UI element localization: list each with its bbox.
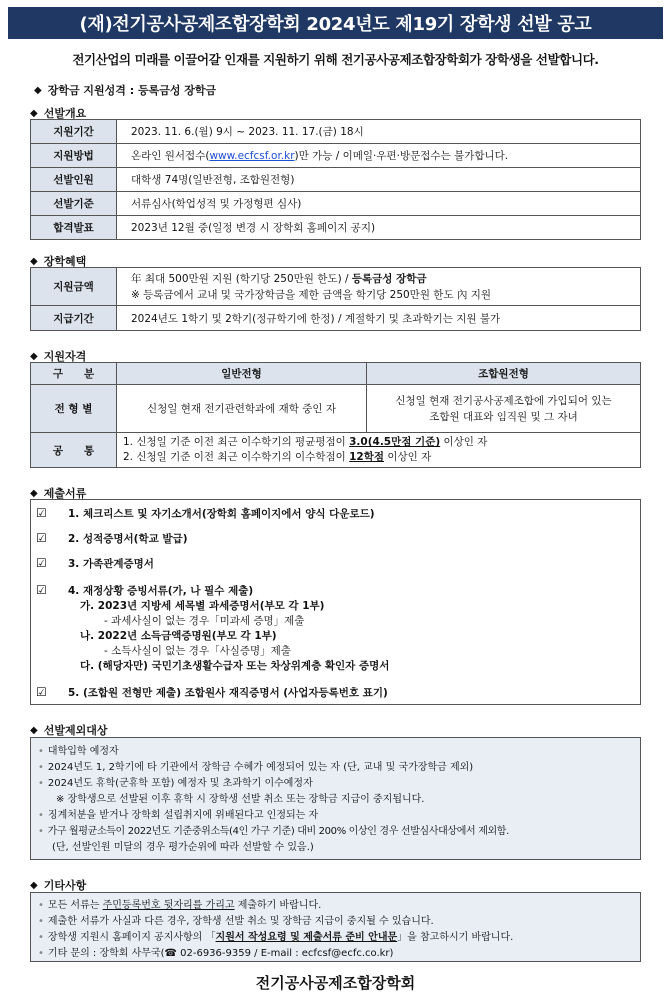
section-qualification-heading: ◆ 지원자격 [30,350,87,363]
diamond-icon: ◆ [34,84,42,96]
document-sub-a: 가. 2023년 지방세 세목별 과세증명서(부모 각 1부) [80,600,325,612]
section-documents-heading: ◆ 제출서류 [30,487,87,500]
diamond-icon: ◆ [30,350,38,362]
checkbox-icon: ☑ [36,583,47,597]
other-item: • 장학생 지원시 홈페이지 공지사항의 「지원서 작성요령 및 제출서류 준비 안내문」을 참고하시기 바랍니다. [38,932,514,943]
support-nature-text: 장학금 지원성격 : 등록금성 장학금 [47,84,217,97]
diamond-icon: ◆ [30,487,38,499]
document-sub-c: 다. (해당자만) 국민기초생활수급자 또는 차상위계층 확인자 증명서 [80,660,390,672]
overview-value: 2023년 12월 중(일정 변경 시 장학회 홈페이지 공지) [117,216,641,240]
support-nature [34,82,216,98]
benefit-amount-label: 지원금액 [31,268,117,306]
section-other-heading: ◆ 기타사항 [30,879,87,892]
diamond-icon: ◆ [30,107,38,119]
other-item: • 제출한 서류가 사실과 다른 경우, 장학생 선발 취소 및 장학금 지급이 중지될 수 있습니다. [38,916,434,927]
exclusion-item: • 2024년도 휴학(군휴학 포함) 예정자 및 초과학기 이수예정자 [38,778,313,789]
diamond-icon: ◆ [30,879,38,891]
overview-label: 합격발표 [31,216,117,240]
qual-common-text: 1. 신청일 기준 이전 최근 이수학기의 평균평점이 3.0(4.5만점 기준) 이상인 자 2. 신청일 기준 이전 최근 이수학기의 이수학점이 12학점 이상인 자 [117,433,641,468]
overview-value: 대학생 74명(일반전형, 조합원전형) [117,168,641,192]
overview-table [30,119,641,240]
exclusion-note-leave: ※ 장학생으로 선발된 이후 휴학 시 장학생 선발 취소 또는 장학금 지급이 중지됩니다. [56,794,425,805]
benefit-period-value: 2024년도 1학기 및 2학기(정규학기에 한정) / 계절학기 및 초과학기는 지원 불가 [117,306,641,331]
document-item: ☑ 4. 재정상황 증빙서류(가, 나 필수 제출) [36,583,254,597]
other-item: • 기타 문의 : 장학회 사무국(☎ 02-6936-9359 / E-mail : ecfcsf@ecfc.co.kr) [38,948,394,959]
section-overview-heading: ◆ 선발개요 [30,107,87,120]
exclusion-item: • 2024년도 1, 2학기에 타 기관에서 장학금 수혜가 예정되어 있는 자 (단, 교내 및 국가장학금 제외) [38,762,474,773]
checkbox-icon: ☑ [36,506,47,520]
document-item: ☑ 2. 성적증명서(학교 발급) [36,531,188,545]
diamond-icon: ◆ [30,724,38,736]
footer-org-name: 전기공사공제조합장학회 [255,974,416,992]
exclusion-item: • 징계처분을 받거나 장학회 설립취지에 위배된다고 인정되는 자 [38,810,319,821]
qual-col-division: 구 분 [31,363,117,385]
document-item: ☑ 5. (조합원 전형만 제출) 조합원사 재직증명서 (사업자등록번호 표기) [36,685,388,699]
homepage-link[interactable]: www.ecfcsf.or.kr [209,150,295,162]
document-sub-b: 나. 2022년 소득금액증명원(부모 각 1부) [80,630,277,642]
diamond-icon: ◆ [30,255,38,267]
overview-value: 온라인 원서접수(www.ecfcsf.or.kr)만 가능 / 이메일·우편·방문접수는 불가합니다. [117,144,641,168]
checkbox-icon: ☑ [36,685,47,699]
benefit-amount-value: 年 최대 500만원 지원 (학기당 250만원 한도) / 등록금성 장학금 ※ 등록금에서 교내 및 국가장학금을 제한 금액을 학기당 250만원 한도 內 지원 [117,268,641,306]
overview-label: 선발기준 [31,192,117,216]
document-sub-b-note: - 소득사실이 없는 경우「사실증명」제출 [104,645,291,657]
qual-type-label: 전 형 별 [31,385,117,433]
section-benefit-heading: ◆ 장학혜택 [30,255,87,268]
overview-value: 서류심사(학업성적 및 가정형편 심사) [117,192,641,216]
qual-common-label: 공 통 [31,433,117,468]
other-item: • 모든 서류는 주민등록번호 뒷자리를 가리고 제출하기 바랍니다. [38,900,322,911]
overview-label: 지원기간 [31,120,117,144]
document-item: ☑ 3. 가족관계증명서 [36,556,154,570]
qual-general-text: 신청일 현재 전기관련학과에 재학 중인 자 [117,385,367,433]
document-sub-a-note: - 과세사실이 없는 경우「미과세 증명」제출 [104,615,305,627]
qual-member-text: 신청일 현재 전기공사공제조합에 가입되어 있는 조합원 대표와 임직원 및 그 자녀 [367,385,641,433]
overview-label: 선발인원 [31,168,117,192]
exclusion-item: • 가구 월평균소득이 2022년도 기준중위소득(4인 가구 기준) 대비 200% 이상인 경우 선발심사대상에서 제외함. [38,826,509,837]
checkbox-icon: ☑ [36,531,47,545]
benefit-table [30,267,641,331]
exclusion-item: • 대학입학 예정자 [38,746,119,757]
qual-col-member: 조합원전형 [367,363,641,385]
checkbox-icon: ☑ [36,556,47,570]
exclusion-note-income: (단, 선발인원 미달의 경우 평가순위에 따라 선발할 수 있음.) [52,842,314,853]
intro-text: 전기산업의 미래를 이끌어갈 인재를 지원하기 위해 전기공사공제조합장학회가 장학생을 선발합니다. [72,52,599,67]
qual-col-general: 일반전형 [117,363,367,385]
benefit-period-label: 지급기간 [31,306,117,331]
overview-value: 2023. 11. 6.(월) 9시 ~ 2023. 11. 17.(금) 18시 [117,120,641,144]
page-title: (재)전기공사공제조합장학회 2024년도 제19기 장학생 선발 공고 [8,7,663,39]
overview-label: 지원방법 [31,144,117,168]
qualification-table [30,362,641,468]
section-exclusion-heading: ◆ 선발제외대상 [30,724,108,737]
document-item: ☑ 1. 체크리스트 및 자기소개서(장학회 홈페이지에서 양식 다운로드) [36,506,375,520]
